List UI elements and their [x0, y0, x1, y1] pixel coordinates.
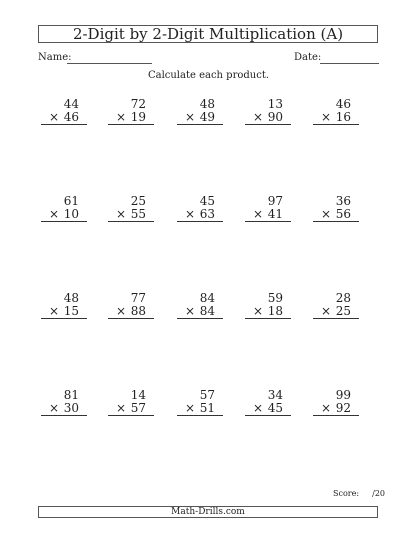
problem-top-number: 13 — [267, 97, 283, 111]
problem-top-number: 99 — [335, 388, 351, 402]
problem-bottom-line — [108, 402, 154, 416]
problem-bottom-line — [108, 111, 154, 125]
problem-bottom-number: 57 — [130, 401, 146, 415]
problem-bottom-line — [313, 402, 359, 416]
problem-bottom-line — [108, 208, 154, 222]
problem-top-number: 57 — [199, 388, 215, 402]
multiply-sign: × — [48, 304, 59, 318]
worksheet-title: 2-Digit by 2-Digit Multiplication (A) — [38, 25, 378, 43]
problem — [177, 389, 223, 416]
problem-top-number: 46 — [335, 97, 351, 111]
problem-bottom-line — [177, 305, 223, 319]
multiply-sign: × — [320, 207, 331, 221]
problem — [313, 292, 359, 319]
multiply-sign: × — [115, 207, 126, 221]
problem-top-number: 44 — [63, 97, 79, 111]
problem-bottom-number: 16 — [335, 110, 351, 124]
problem — [41, 292, 87, 319]
score-label: Score: — [333, 489, 360, 498]
problem — [177, 292, 223, 319]
problem-top-number: 77 — [130, 291, 146, 305]
problem-bottom-line — [108, 305, 154, 319]
problem-bottom-line — [245, 208, 291, 222]
date-field-line[interactable] — [320, 63, 379, 64]
problem-bottom-number: 25 — [335, 304, 351, 318]
multiply-sign: × — [320, 401, 331, 415]
multiply-sign: × — [320, 110, 331, 124]
problem-top-number: 25 — [130, 194, 146, 208]
problem-bottom-line — [245, 111, 291, 125]
multiply-sign: × — [252, 304, 263, 318]
problem-bottom-number: 49 — [199, 110, 215, 124]
problem-top-number: 48 — [63, 291, 79, 305]
problem-bottom-line — [41, 208, 87, 222]
problem-top-number: 48 — [199, 97, 215, 111]
multiply-sign: × — [115, 110, 126, 124]
multiply-sign: × — [115, 401, 126, 415]
problem-top-number: 14 — [130, 388, 146, 402]
problem-bottom-line — [313, 208, 359, 222]
multiply-sign: × — [252, 207, 263, 221]
problem-bottom-number: 51 — [199, 401, 215, 415]
problem-bottom-line — [177, 111, 223, 125]
problem-bottom-number: 41 — [267, 207, 283, 221]
problem-bottom-number: 19 — [130, 110, 146, 124]
problem — [245, 98, 291, 125]
multiply-sign: × — [48, 110, 59, 124]
problem — [108, 292, 154, 319]
problem — [313, 195, 359, 222]
problem-bottom-line — [313, 305, 359, 319]
instructions: Calculate each product. — [147, 70, 270, 81]
problem-bottom-number: 10 — [63, 207, 79, 221]
problem — [177, 98, 223, 125]
problem-top-number: 97 — [267, 194, 283, 208]
problem-bottom-number: 30 — [63, 401, 79, 415]
problem-top-number: 36 — [335, 194, 351, 208]
problem-bottom-line — [313, 111, 359, 125]
problem-bottom-line — [245, 402, 291, 416]
problem-top-number: 84 — [199, 291, 215, 305]
problem-bottom-line — [41, 402, 87, 416]
problem-top-number: 81 — [63, 388, 79, 402]
problem-bottom-line — [177, 402, 223, 416]
multiply-sign: × — [48, 207, 59, 221]
problem-top-number: 59 — [267, 291, 283, 305]
problem-bottom-number: 46 — [63, 110, 79, 124]
date-label: Date: — [294, 52, 322, 63]
problem-bottom-number: 55 — [130, 207, 146, 221]
name-label: Name: — [38, 52, 72, 63]
multiply-sign: × — [184, 401, 195, 415]
problem-bottom-number: 15 — [63, 304, 79, 318]
problem — [108, 389, 154, 416]
problem-bottom-line — [177, 208, 223, 222]
problem-bottom-number: 56 — [335, 207, 351, 221]
name-field-line[interactable] — [67, 63, 152, 64]
problem — [41, 389, 87, 416]
problem-bottom-line — [41, 305, 87, 319]
problem — [245, 292, 291, 319]
problem-top-number: 61 — [63, 194, 79, 208]
problem-top-number: 72 — [130, 97, 146, 111]
multiply-sign: × — [48, 401, 59, 415]
problem — [177, 195, 223, 222]
multiply-sign: × — [252, 110, 263, 124]
multiply-sign: × — [184, 110, 195, 124]
problem — [245, 389, 291, 416]
problem-bottom-number: 84 — [199, 304, 215, 318]
problem-bottom-number: 90 — [267, 110, 283, 124]
problem — [245, 195, 291, 222]
problem — [313, 98, 359, 125]
problem-top-number: 45 — [199, 194, 215, 208]
multiply-sign: × — [320, 304, 331, 318]
problem-bottom-number: 92 — [335, 401, 351, 415]
problem — [41, 98, 87, 125]
problem — [108, 98, 154, 125]
problem-top-number: 28 — [335, 291, 351, 305]
problem-bottom-number: 45 — [267, 401, 283, 415]
problem — [313, 389, 359, 416]
problem-bottom-number: 63 — [199, 207, 215, 221]
problem-bottom-line — [41, 111, 87, 125]
problem — [41, 195, 87, 222]
score-area — [333, 489, 385, 498]
problem-bottom-number: 18 — [267, 304, 283, 318]
multiply-sign: × — [115, 304, 126, 318]
problem-bottom-number: 88 — [130, 304, 146, 318]
multiply-sign: × — [252, 401, 263, 415]
problem-top-number: 34 — [267, 388, 283, 402]
footer-credit: Math-Drills.com — [38, 506, 378, 518]
score-total: /20 — [372, 489, 385, 498]
multiply-sign: × — [184, 304, 195, 318]
problem-bottom-line — [245, 305, 291, 319]
problem — [108, 195, 154, 222]
multiply-sign: × — [184, 207, 195, 221]
